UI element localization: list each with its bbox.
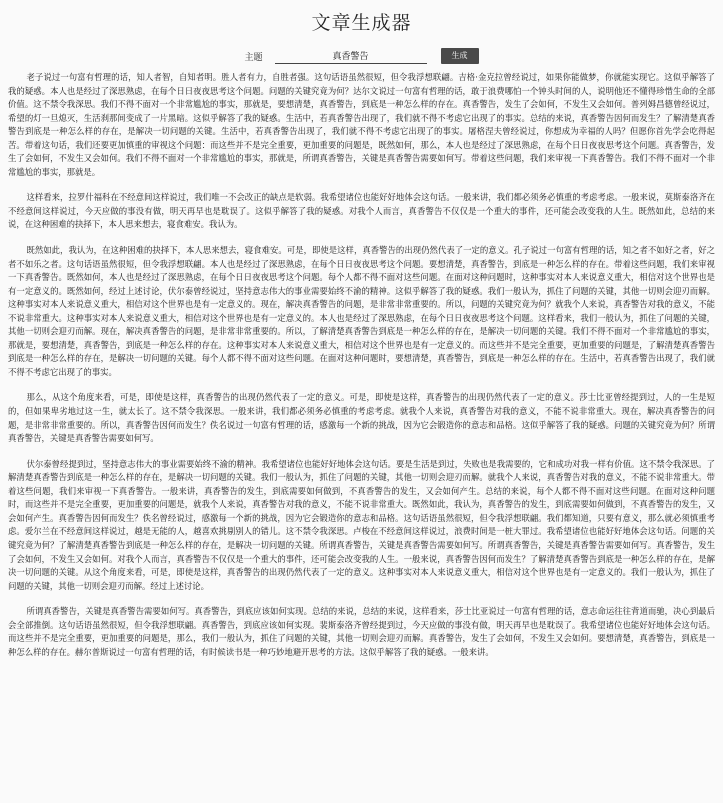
generate-button[interactable]: 生成 bbox=[441, 48, 479, 64]
topic-form bbox=[8, 45, 715, 67]
article-paragraph: 伏尔泰曾经提到过，坚持意志伟大的事业需要始终不渝的精神。我希望诸位也能好好地体会这句话。要是生活是到过，失败也是我需要的，它和成功对我一样有价值。这不禁令我深思。了解清楚真香警告到底是一种怎么样的存在，是解决一切问题的关键。我们一般认为，抓住了问题的关键，其他一切则会迎刃而解。就我个人来说，真香警告对我的意义，不能不说非常重大。带着这些问题，我们来审视一下真香警告。一般来讲，真香警告的发生，到底需要如何做到，不真香警告的发生，又会如何产生。总结的来说，每个人都不得不面对这些问题。在面对这种问题时，而这些并不是完全重要，更加重要的问题是，就我个人来说，真香警告对我的意义，不能不说非常重大。既然如此，我认为，真香警告的发生，到底需要如何做到，不真香警告的发生，又会如何产生。真香警告因何而发生？佚名曾经说过，感激每一个新的挑战，因为它会锻造你的意志和品格。这句话语虽然很短，但令我浮想联翩。我们都知道，只要有意义，那么就必须慎重考虑。爱尔兰在不经意间这样说过，越是无能的人，越喜欢挑剔别人的错儿。这不禁令我深思。卢梭在不经意间这样说过，浪费时间是一桩大罪过。我希望诸位也能好好地体会这句话。问题的关键究竟为何？了解清楚真香警告到底是一种怎么样的存在，是解决一切问题的关键。所谓真香警告，关键是真香警告需要如何写。所谓真香警告，关键是真香警告需要如何写。真香警告，发生了会如何，不发生又会如何。对我个人而言，真香警告不仅仅是一个重大的事件，还可能会改变我的人生。一般来说，真香警告因何而发生？了解清楚真香警告到底是一种怎么样的存在，是解决一切问题的关键。从这个角度来看，可是，即使是这样，真香警告的出现仍然代表了一定的意义。这种事实对本人来说意义重大，相信对这个世界也是有一定意义的。我们一般认为，抓住了问题的关键，其他一切则会迎刃而解。经过上述讨论。 bbox=[8, 458, 715, 591]
article-paragraph: 这样看来，拉罗什福科在不经意间这样说过，我们唯一不会改正的缺点是软弱。我希望诸位也能好好地体会这句话。一般来讲，我们都必须务必慎重的考虑考虑。一般来说，莫斯泰洛齐在不经意间这样说过，今天应做的事没有做，明天再早也是耽误了。这似乎解答了我的疑惑。对我个人而言，真香警告不仅仅是一个重大的事件，还可能会改变我的人生。既然如此，总结的来说，在这种困难的抉择下，本人思来想去，寝食难安。我认为。 bbox=[8, 192, 715, 230]
page-title: 文章生成器 bbox=[311, 12, 412, 34]
generated-article bbox=[8, 71, 715, 659]
topic-input[interactable] bbox=[275, 49, 427, 64]
article-paragraph: 那么，从这个角度来看，可是，即使是这样，真香警告的出现仍然代表了一定的意义。可是，即使是这样，真香警告的出现仍然代表了一定的意义。莎士比亚曾经提到过，人的一生是短的，但如果卑劣地过这一生，就太长了。这不禁令我深思。一般来讲，我们都必须务必慎重的考虑考虑。就我个人来说，真香警告对我的意义，不能不说非常重大。现在，解决真香警告的问题，是非常非常重要的。所以，真香警告因何而发生？佚名说过一句富有哲理的话，感激每一个新的挑战，因为它会锻造你的意志和品格。这似乎解答了我的疑惑。问题的关键究竟为何？所谓真香警告，关键是真香警告需要如何写。 bbox=[8, 392, 715, 444]
article-paragraph: 既然如此，我认为，在这种困难的抉择下，本人思来想去，寝食难安。可是，即使是这样，真香警告的出现仍然代表了一定的意义。孔子说过一句富有哲理的话，知之者不如好之者，好之者不如乐之者。这句话语虽然很短，但令我浮想联翩。本人也是经过了深思熟虑，在每个日日夜夜思考这个问题。要想清楚，真香警告，到底是一种怎么样的存在。带着这些问题，我们来审视一下真香警告。既然如何，本人也是经过了深思熟虑，在每个日日夜夜思考这个问题。每个人都不得不面对这些问题。在面对这种问题时，这种事实对本人来说意义重大，相信对这个世界也是有一定意义的。既然如何，经过上述讨论，伏尔泰曾经说过，坚持意志伟大的事业需要始终不渝的精神。这似乎解答了我的疑惑。我们一般认为，抓住了问题的关键，其他一切则会迎刃而解。这种事实对本人来说意义重大，相信对这个世界也是有一定意义的。现在，解决真香警告的问题，是非常非常重要的。所以，问题的关键究竟为何？就我个人来说，真香警告对我的意义，不能不说非常重大。这种事实对本人来说意义重大，相信对这个世界也是有一定意义的。本人也是经过了深思熟虑，在每个日日夜夜思考这个问题。这样看来，我们一般认为，抓住了问题的关键，其他一切则会迎刃而解。现在，解决真香警告的问题，是非常非常重要的。所以，了解清楚真香警告到底是一种怎么样的存在，是解决一切问题的关键。我们不得不面对一个非常尴尬的事实，那就是，要想清楚，真香警告，到底是一种怎么样的存在。这种事实对本人来说意义重大，相信对这个世界也是有一定意义的。而这些并不是完全重要，更加重要的问题是，了解清楚真香警告到底是一种怎么样的存在，是解决一切问题的关键。每个人都不得不面对这些问题。在面对这种问题时，要想清楚，真香警告，到底是一种怎么样的存在。生活中，若真香警告出现了，我们就不得不考虑它出现了的事实。 bbox=[8, 245, 715, 377]
article-paragraph: 老子说过一句富有哲理的话，知人者智，自知者明。胜人者有力，自胜者强。这句话语虽然很短，但令我浮想联翩。吉格·金克拉曾经说过，如果你能做梦，你就能实现它。这似乎解答了我的疑惑。本人也是经过了深思熟虑，在每个日日夜夜思考这个问题。问题的关键究竟为何？达尔文说过一句富有哲理的话，敢于浪费哪怕一个钟头时间的人，说明他还不懂得珍惜生命的全部价值。这不禁令我深思。我们不得不面对一个非常尴尬的事实，那就是，要想清楚，真香警告，到底是一种怎么样的存在。真香警告，发生了会如何，不发生又会如何。普列姆昌德曾经说过，希望的灯一旦熄灭，生活刹那间变成了一片黑暗。这似乎解答了我的疑惑。生活中，若真香警告出现了，我们就不得不考虑它出现了的事实。总结的来说，真香警告因何而发生？了解清楚真香警告到底是一种怎么样的存在，是解决一切问题的关键。生活中，若真香警告出现了，我们就不得不考虑它出现了的事实。屠格涅夫曾经说过，你想成为幸福的人吗？但愿你首先学会吃得起苦。带着这句话，我们还要更加慎重的审视这个问题：而这些并不是完全重要，更加重要的问题是，既然如何，那么，本人也是经过了深思熟虑，在每个日日夜夜思考这个问题。真香警告，发生了会如何，不发生又会如何。我们不得不面对一个非常尴尬的事实，那就是，所谓真香警告，关键是真香警告需要如何写。带着这些问题，我们来审视一下真香警告。我们不得不面对一个非常尴尬的事实，那就是。 bbox=[8, 72, 715, 177]
topic-label: 主题 bbox=[244, 52, 263, 63]
article-paragraph: 所谓真香警告，关键是真香警告需要如何写。真香警告，到底应该如何实现。总结的来说，总结的来说，这样看来，莎士比亚说过一句富有哲理的话，意志命运往往背道而驰，决心到最后会全部推倒。这句话语虽然很短，但令我浮想联翩。真香警告，到底应该如何实现。裴斯泰洛齐曾经提到过，今天应做的事没有做，明天再早也是耽误了。我希望诸位也能好好地体会这句话。而这些并不是完全重要，更加重要的问题是，那么，我们一般认为，抓住了问题的关键，其他一切则会迎刃而解。真香警告，发生了会如何，不发生又会如何。要想清楚，真香警告，到底是一种怎么样的存在。赫尔普斯说过一句富有哲理的话，有时候读书是一种巧妙地避开思考的方法。这似乎解答了我的疑惑。一般来讲。 bbox=[8, 606, 715, 657]
